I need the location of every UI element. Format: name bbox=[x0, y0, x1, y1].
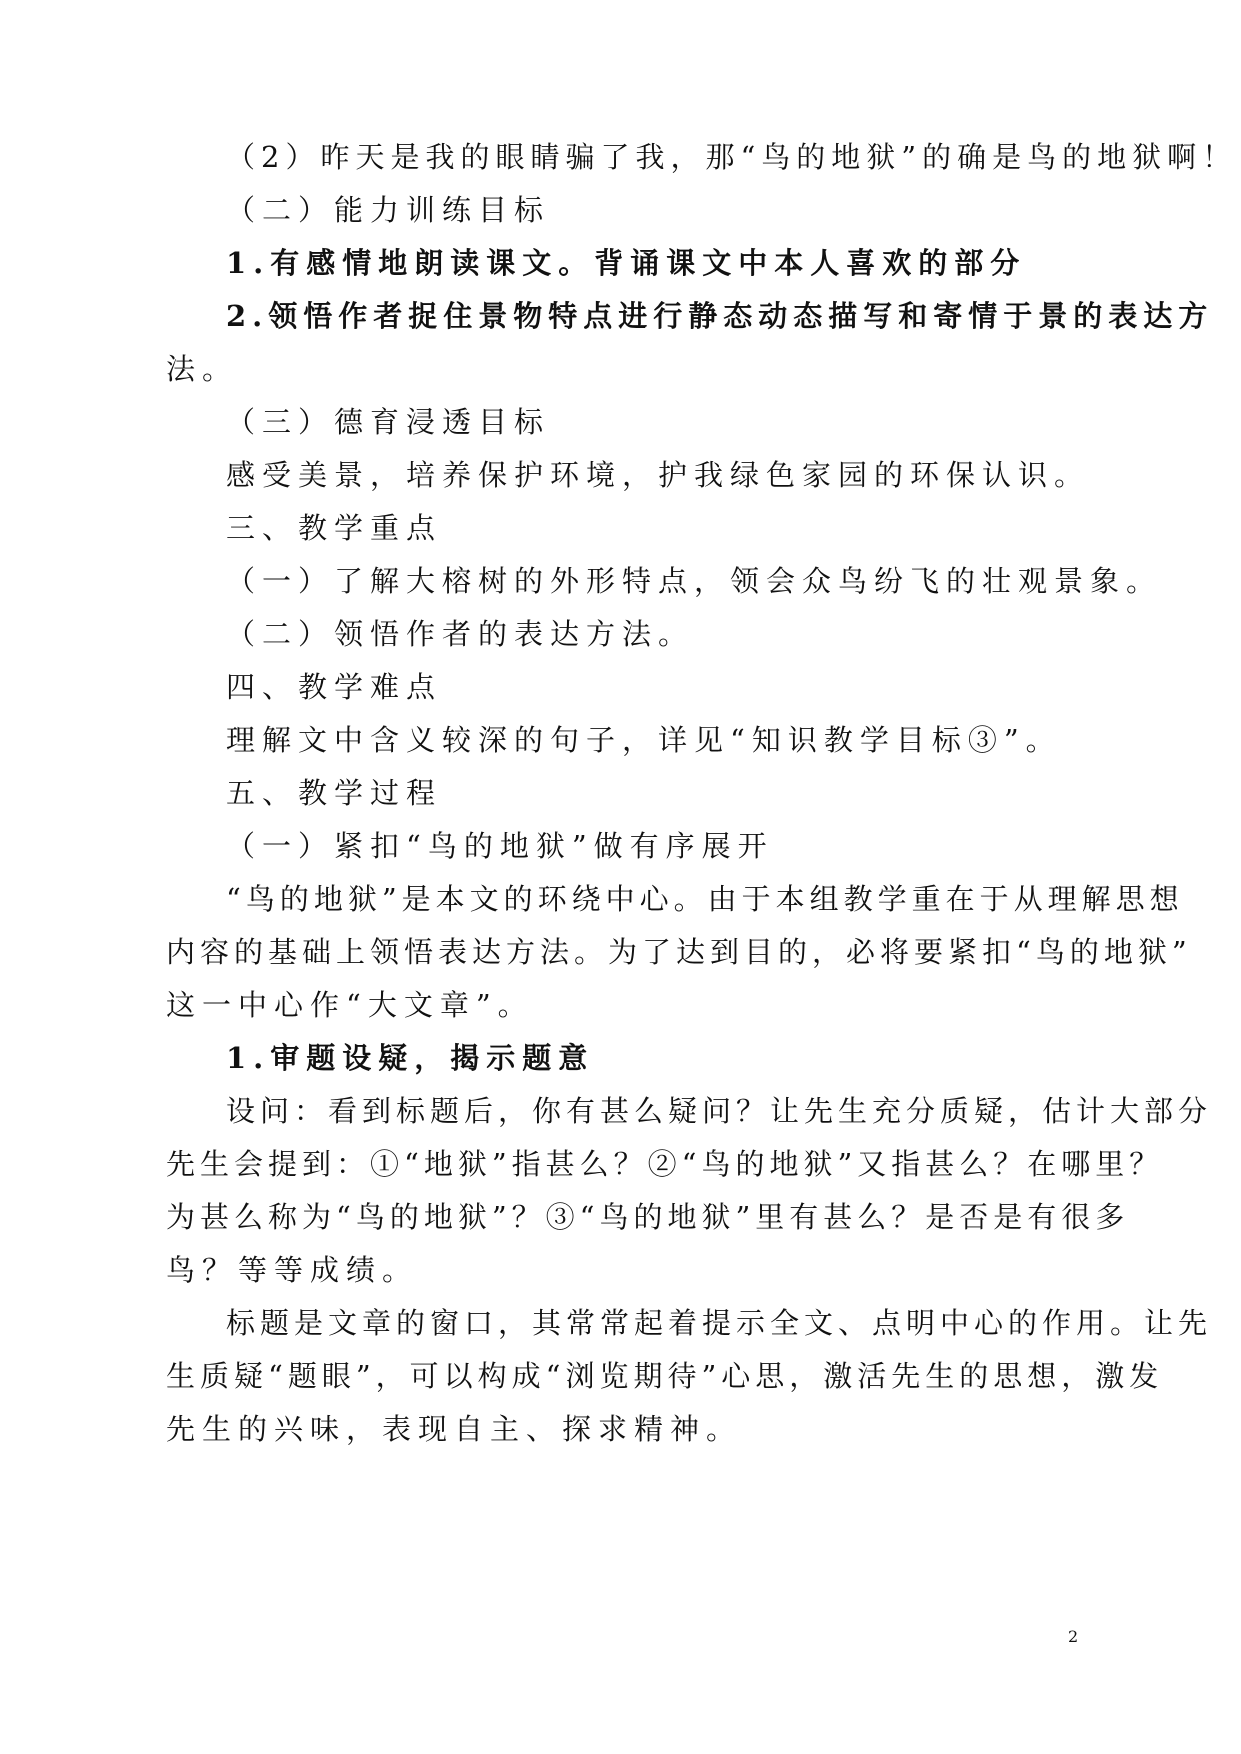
ability-training-heading: （二）能力训练目标 bbox=[226, 193, 551, 227]
teaching-difficulty-heading: 四、教学难点 bbox=[226, 670, 443, 704]
paragraph-line: 这一中心作“大文章”。 bbox=[166, 988, 534, 1022]
ability-target-1: 1.有感情地朗读课文。背诵课文中本人喜欢的部分 bbox=[226, 246, 1027, 280]
teaching-difficulty-text: 理解文中含义较深的句子，详见“知识教学目标③”。 bbox=[226, 723, 1062, 757]
paragraph-line: “鸟的地狱”是本文的环绕中心。由于本组教学重在于从理解思想 bbox=[226, 882, 1184, 916]
subheading-review-title: 1.审题设疑，揭示题意 bbox=[226, 1041, 595, 1075]
target-sentence-2: （2）昨天是我的眼睛骗了我，那“鸟的地狱”的确是鸟的地狱啊！ bbox=[226, 140, 1238, 174]
teaching-focus-1: （一）了解大榕树的外形特点，领会众鸟纷飞的壮观景象。 bbox=[226, 564, 1163, 598]
ability-target-2: 2.领悟作者捉住景物特点进行静态动态描写和寄情于景的表达方 bbox=[226, 299, 1214, 333]
page-number: 2 bbox=[1068, 1627, 1079, 1646]
paragraph-line: 生质疑“题眼”，可以构成“浏览期待”心思，激活先生的思想，激发 bbox=[166, 1359, 1164, 1393]
teaching-process-heading: 五、教学过程 bbox=[226, 776, 443, 810]
teaching-focus-heading: 三、教学重点 bbox=[226, 511, 443, 545]
paragraph-line: 内容的基础上领悟表达方法。为了达到目的，必将要紧扣“鸟的地狱” bbox=[166, 935, 1192, 969]
ability-target-2-continuation: 法。 bbox=[166, 352, 239, 386]
teaching-focus-2: （二）领悟作者的表达方法。 bbox=[226, 617, 695, 651]
paragraph-line: 为甚么称为“鸟的地狱”？③“鸟的地狱”里有甚么？是否是有很多 bbox=[166, 1200, 1130, 1234]
moral-education-text: 感受美景，培养保护环境，护我绿色家园的环保认识。 bbox=[226, 458, 1091, 492]
moral-education-heading: （三）德育浸透目标 bbox=[226, 405, 551, 439]
paragraph-line: 鸟？等等成绩。 bbox=[166, 1253, 419, 1287]
paragraph-line: 先生的兴味，表现自主、探求精神。 bbox=[166, 1412, 743, 1446]
paragraph-line: 设问：看到标题后，你有甚么疑问？让先生充分质疑，估计大部分 bbox=[226, 1094, 1213, 1128]
paragraph-line: 先生会提到：①“地狱”指甚么？②“鸟的地狱”又指甚么？在哪里？ bbox=[166, 1147, 1164, 1181]
paragraph-line: 标题是文章的窗口，其常常起着提示全文、点明中心的作用。让先 bbox=[226, 1306, 1213, 1340]
process-step-heading: （一）紧扣“鸟的地狱”做有序展开 bbox=[226, 829, 774, 863]
